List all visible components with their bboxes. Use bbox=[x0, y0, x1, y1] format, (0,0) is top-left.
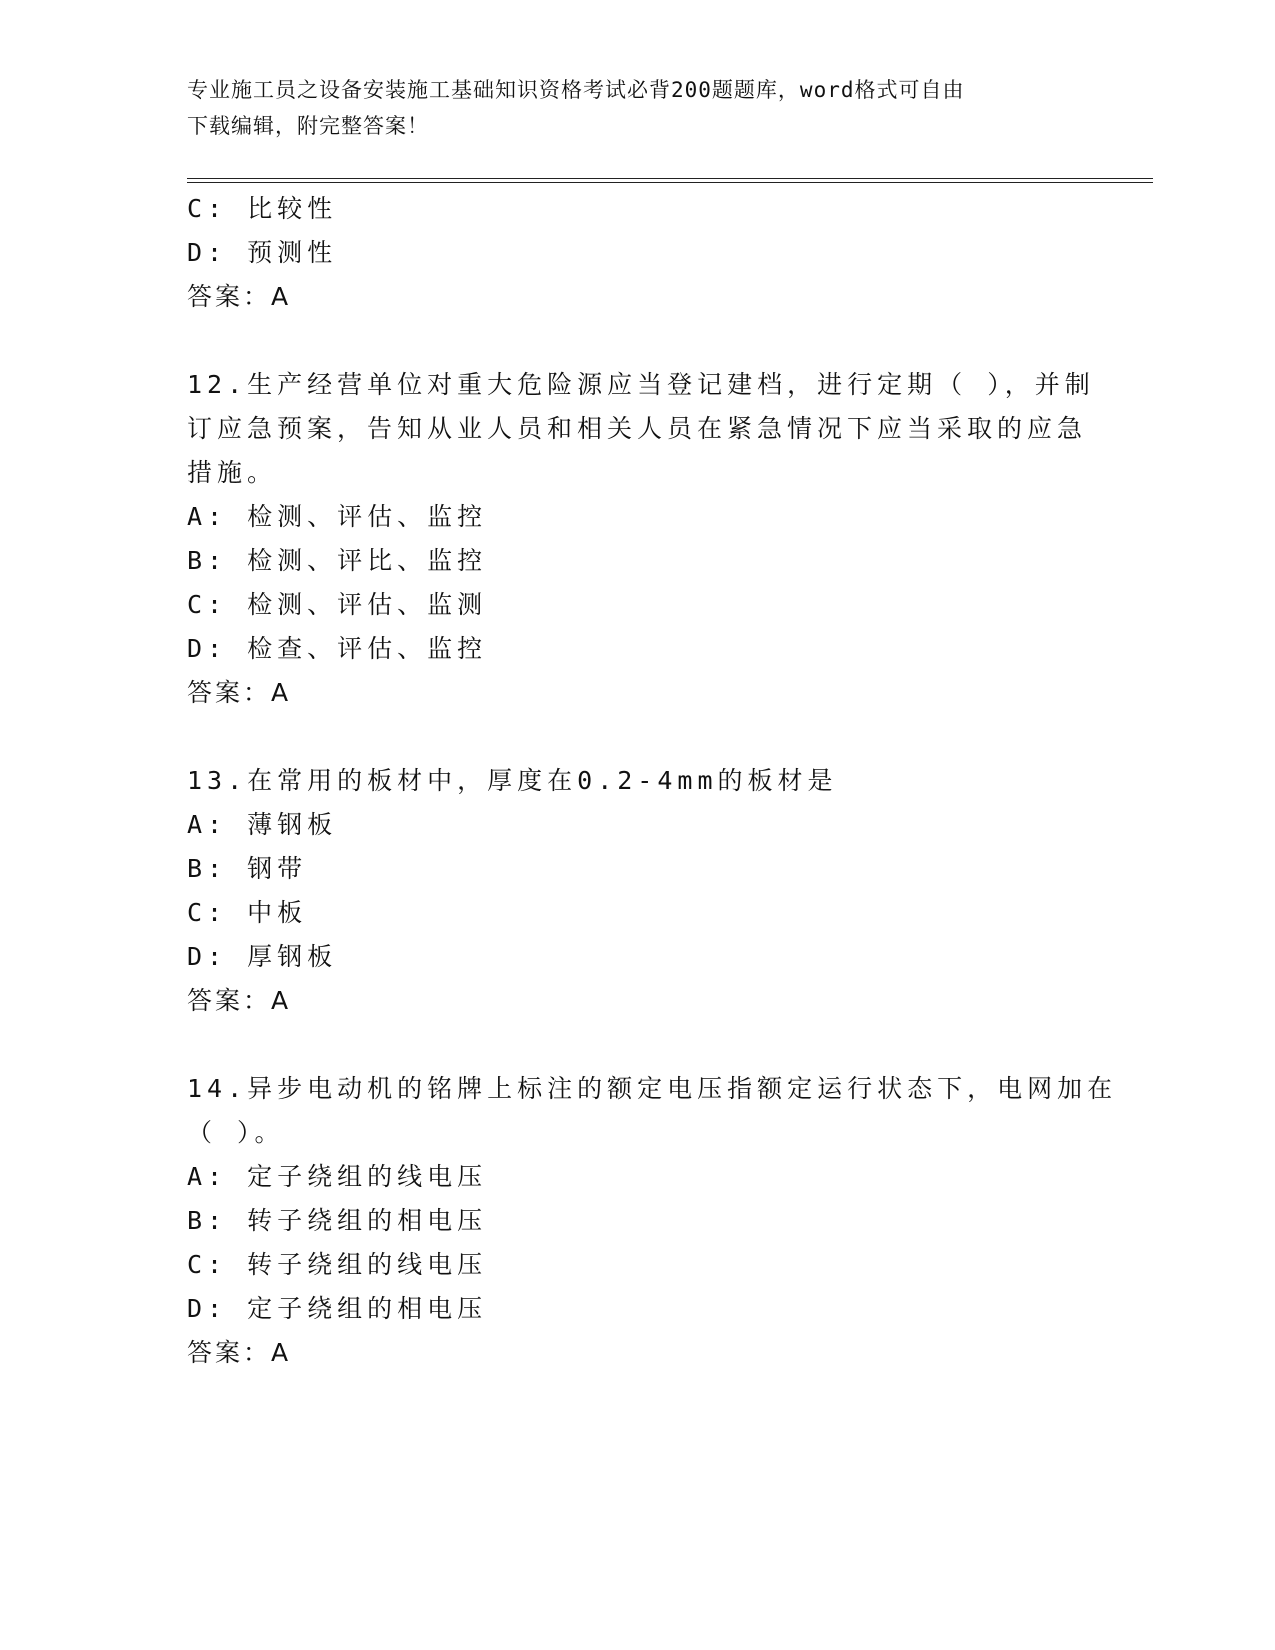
q11-answer: 答案：A bbox=[187, 282, 292, 311]
q14-stem-line-2: （ ）。 bbox=[187, 1118, 285, 1147]
header-line-2: 下载编辑，附完整答案！ bbox=[187, 114, 429, 138]
q12-stem-line-2: 订应急预案，告知从业人员和相关人员在紧急情况下应当采取的应急 bbox=[187, 414, 1088, 443]
header-divider-top bbox=[187, 178, 1153, 179]
document-header bbox=[187, 72, 1087, 144]
q14-answer: 答案：A bbox=[187, 1338, 292, 1367]
header-divider-bottom bbox=[187, 182, 1153, 183]
q11-option-c: C: 比较性 bbox=[187, 194, 338, 223]
q12-stem-line-3: 措施。 bbox=[187, 458, 278, 487]
q13-stem-line-1: 13.在常用的板材中，厚度在0.2-4mm的板材是 bbox=[187, 766, 838, 795]
q13-answer: 答案：A bbox=[187, 986, 292, 1015]
q14-option-a: A: 定子绕组的线电压 bbox=[187, 1162, 488, 1191]
q12-option-a: A: 检测、评估、监控 bbox=[187, 502, 488, 531]
q12-option-d: D: 检查、评估、监控 bbox=[187, 634, 488, 663]
q13-option-a: A: 薄钢板 bbox=[187, 810, 338, 839]
q12-option-b: B: 检测、评比、监控 bbox=[187, 546, 488, 575]
q11-option-d: D: 预测性 bbox=[187, 238, 338, 267]
q12-stem-line-1: 12.生产经营单位对重大危险源应当登记建档，进行定期（ ），并制 bbox=[187, 370, 1095, 399]
q12-answer: 答案：A bbox=[187, 678, 292, 707]
q13-option-b: B: 钢带 bbox=[187, 854, 308, 883]
q12-option-c: C: 检测、评估、监测 bbox=[187, 590, 488, 619]
q13-option-d: D: 厚钢板 bbox=[187, 942, 338, 971]
q14-option-b: B: 转子绕组的相电压 bbox=[187, 1206, 488, 1235]
q14-stem-line-1: 14.异步电动机的铭牌上标注的额定电压指额定运行状态下，电网加在 bbox=[187, 1074, 1118, 1103]
q14-option-c: C: 转子绕组的线电压 bbox=[187, 1250, 488, 1279]
header-line-1: 专业施工员之设备安装施工基础知识资格考试必背200题题库，word格式可自由 bbox=[187, 78, 965, 102]
q13-option-c: C: 中板 bbox=[187, 898, 308, 927]
q14-option-d: D: 定子绕组的相电压 bbox=[187, 1294, 488, 1323]
